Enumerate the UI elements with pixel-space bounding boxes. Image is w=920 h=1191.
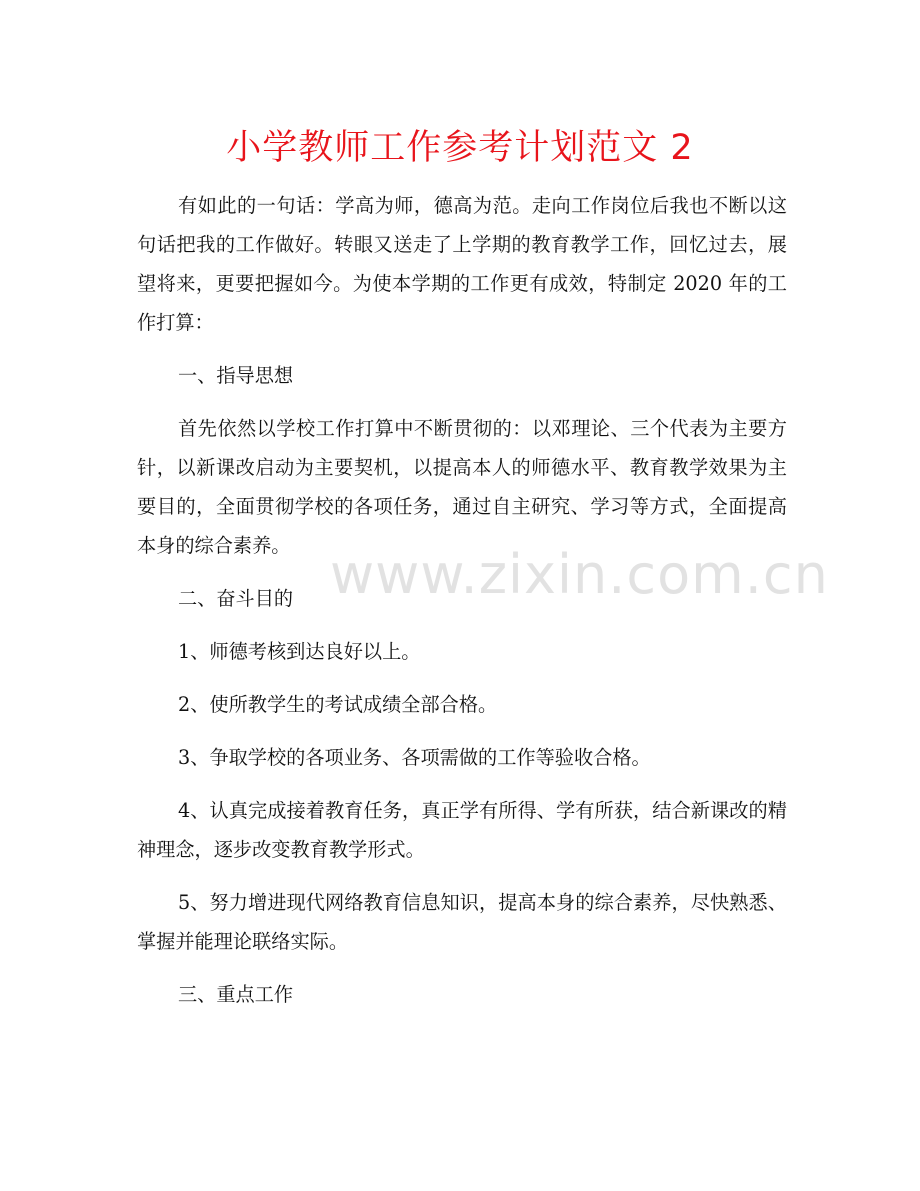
goal-item-4: 4、认真完成接着教育任务，真正学有所得、学有所获，结合新课改的精神理念，逐步改变教育教学形式。 [137, 799, 787, 861]
section-heading-goals: 二、奋斗目的 [178, 587, 294, 610]
guiding-thought-paragraph: 首先依然以学校工作打算中不断贯彻的：以邓理论、三个代表为主要方针，以新课改启动为主要契机，以提高本人的师德水平、教育教学效果为主要目的，全面贯彻学校的各项任务，通过自主研究、学习等方式，全面提高本身的综合素养。 [137, 417, 787, 557]
document-body [137, 186, 787, 1028]
goal-item-5: 5、努力增进现代网络教育信息知识，提高本身的综合素养，尽快熟悉、掌握并能理论联络实际。 [137, 891, 787, 953]
document-title: 小学教师工作参考计划范文 2 [226, 128, 694, 168]
goal-item-3: 3、争取学校的各项业务、各项需做的工作等验收合格。 [178, 746, 651, 769]
section-heading-guiding-thought: 一、指导思想 [178, 364, 294, 387]
watermark: www.zixin.com.cn [330, 543, 829, 606]
goal-item-2: 2、使所教学生的考试成绩全部合格。 [178, 693, 498, 716]
section-heading-key-work: 三、重点工作 [178, 983, 294, 1006]
goal-item-1: 1、师德考核到达良好以上。 [178, 640, 421, 663]
intro-paragraph: 有如此的一句话：学高为师，德高为范。走向工作岗位后我也不断以这句话把我的工作做好。转眼又送走了上学期的教育教学工作，回忆过去，展望将来，更要把握如今。为使本学期的工作更有成效，特制定 2020 年的工作打算： [137, 194, 787, 334]
